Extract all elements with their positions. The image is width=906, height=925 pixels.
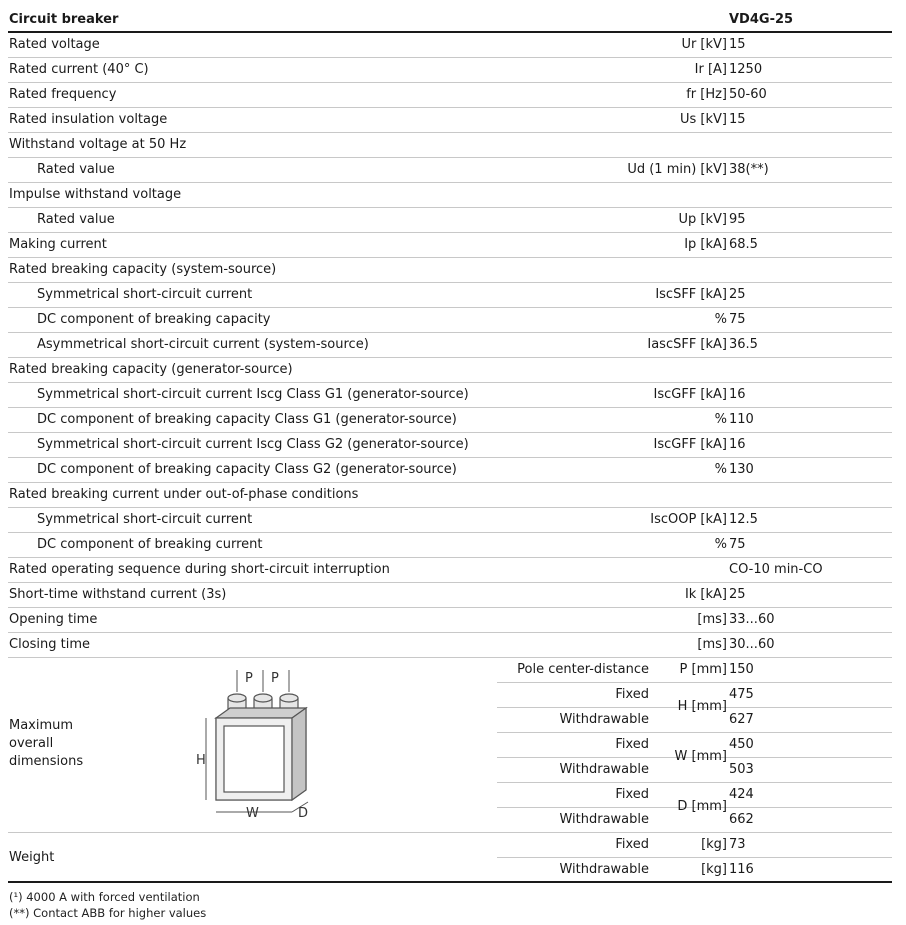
row-value: 75: [729, 537, 746, 552]
weight-withdrawable-label: Withdrawable: [559, 862, 649, 877]
row-symbol: IscGFF [kA]: [653, 387, 727, 402]
pole-distance-row: [497, 658, 892, 683]
row-label: Symmetrical short-circuit current Iscg Class G2 (generator-source): [37, 437, 469, 452]
table-header: [8, 8, 892, 33]
pole-distance-value: 150: [729, 662, 754, 677]
row-value: 25: [729, 587, 746, 602]
drawing-label-h: H: [196, 753, 206, 768]
drawing-label-p1: P: [245, 671, 253, 686]
table-row: [8, 58, 892, 83]
dimensions-label-line: dimensions: [9, 754, 84, 769]
drawing-label-w: W: [246, 806, 259, 821]
table-row: [8, 508, 892, 533]
row-value: 36.5: [729, 337, 758, 352]
drawing-label-p2: P: [271, 671, 279, 686]
table-row: [8, 533, 892, 558]
row-value: 12.5: [729, 512, 758, 527]
row-label: Withstand voltage at 50 Hz: [9, 137, 187, 152]
row-label: DC component of breaking capacity Class G2 (generator-source): [37, 462, 457, 477]
height-fixed-value: 475: [729, 687, 754, 702]
height-withdrawable-label: Withdrawable: [559, 712, 649, 727]
row-symbol: Ik [kA]: [684, 587, 727, 602]
row-symbol: IascSFF [kA]: [647, 337, 727, 352]
table-row: [8, 158, 892, 183]
row-value: 95: [729, 212, 746, 227]
row-value: 16: [729, 387, 746, 402]
row-label: Rated breaking capacity (system-source): [9, 262, 277, 277]
table-row: [8, 583, 892, 608]
table-row: [8, 608, 892, 633]
row-label: Rated operating sequence during short-circuit interruption: [9, 562, 390, 577]
breaker-dimension-drawing: [194, 662, 324, 822]
row-symbol: [ms]: [697, 612, 727, 627]
row-label: Symmetrical short-circuit current Iscg Class G1 (generator-source): [37, 387, 469, 402]
footnote: (¹) 4000 A with forced ventilation: [9, 890, 200, 904]
row-label: DC component of breaking capacity Class G1 (generator-source): [37, 412, 457, 427]
row-label: Rated voltage: [9, 37, 100, 52]
row-label: Rated frequency: [9, 87, 117, 102]
row-label: Rated value: [37, 162, 115, 177]
weight-withdrawable-row: [497, 858, 892, 883]
table-row: [8, 183, 892, 208]
table-row: [8, 258, 892, 283]
width-symbol: W [mm]: [674, 749, 727, 764]
table-row: [8, 83, 892, 108]
row-symbol: %: [714, 412, 727, 427]
row-value: 30...60: [729, 637, 775, 652]
row-label: Rated breaking capacity (generator-source): [9, 362, 293, 377]
row-value: CO-10 min-CO: [729, 562, 823, 577]
table-row: [8, 283, 892, 308]
row-value: 25: [729, 287, 746, 302]
dimensions-label-line: Maximum: [9, 718, 74, 733]
weight-withdrawable-symbol: [kg]: [701, 862, 727, 877]
row-value: 15: [729, 37, 746, 52]
row-symbol: Ip [kA]: [684, 237, 727, 252]
row-label: DC component of breaking current: [37, 537, 263, 552]
row-value: 1250: [729, 62, 763, 77]
table-row: [8, 383, 892, 408]
pole-distance-label: Pole center-distance: [517, 662, 649, 677]
table-row: [8, 558, 892, 583]
row-label: Symmetrical short-circuit current: [37, 512, 253, 527]
drawing-label-d: D: [298, 806, 309, 821]
row-label: Opening time: [9, 612, 98, 627]
depth-fixed-label: Fixed: [615, 787, 649, 802]
weight-label: Weight: [9, 850, 55, 865]
row-value: 15: [729, 112, 746, 127]
table-row: [8, 458, 892, 483]
row-label: Impulse withstand voltage: [9, 187, 182, 202]
width-withdrawable-label: Withdrawable: [559, 762, 649, 777]
height-fixed-label: Fixed: [615, 687, 649, 702]
footnote: (**) Contact ABB for higher values: [9, 906, 207, 920]
width-fixed-value: 450: [729, 737, 754, 752]
dimensions-section: [8, 658, 892, 833]
row-label: Rated value: [37, 212, 115, 227]
row-symbol: IscOOP [kA]: [650, 512, 727, 527]
weight-withdrawable-value: 116: [729, 862, 754, 877]
spec-rows: [8, 33, 892, 658]
weight-fixed-symbol: [kg]: [701, 837, 727, 852]
row-value: 33...60: [729, 612, 775, 627]
table-row: [8, 358, 892, 383]
dimensions-label-line: overall: [9, 736, 54, 751]
pole-distance-symbol: P [mm]: [679, 662, 727, 677]
row-symbol: [ms]: [697, 637, 727, 652]
header-model: VD4G-25: [729, 12, 794, 27]
height-withdrawable-value: 627: [729, 712, 754, 727]
dimensions-label: [9, 717, 129, 771]
depth-symbol: D [mm]: [677, 799, 727, 814]
row-label: Rated current (40° C): [9, 62, 149, 77]
footnotes: [9, 889, 206, 921]
weight-fixed-value: 73: [729, 837, 746, 852]
table-row: [8, 308, 892, 333]
row-value: 130: [729, 462, 754, 477]
row-value: 68.5: [729, 237, 758, 252]
row-symbol: Us [kV]: [680, 112, 727, 127]
row-symbol: IscGFF [kA]: [653, 437, 727, 452]
row-value: 50-60: [729, 87, 767, 102]
table-row: [8, 208, 892, 233]
table-row: [8, 108, 892, 133]
table-row: [8, 333, 892, 358]
table-row: [8, 233, 892, 258]
row-symbol: Ir [A]: [694, 62, 727, 77]
row-label: Rated insulation voltage: [9, 112, 168, 127]
width-withdrawable-value: 503: [729, 762, 754, 777]
depth-fixed-value: 424: [729, 787, 754, 802]
row-label: Asymmetrical short-circuit current (system-source): [37, 337, 369, 352]
table-row: [8, 633, 892, 658]
height-symbol: H [mm]: [677, 699, 727, 714]
row-label: Short-time withstand current (3s): [9, 587, 227, 602]
row-symbol: fr [Hz]: [686, 87, 727, 102]
table-row: [8, 433, 892, 458]
row-value: 110: [729, 412, 754, 427]
depth-withdrawable-value: 662: [729, 812, 754, 827]
table-row: [8, 33, 892, 58]
row-label: DC component of breaking capacity: [37, 312, 271, 327]
width-fixed-label: Fixed: [615, 737, 649, 752]
row-label: Symmetrical short-circuit current: [37, 287, 253, 302]
row-value: 16: [729, 437, 746, 452]
row-value: 38(**): [729, 162, 769, 177]
row-symbol: Ur [kV]: [681, 37, 727, 52]
row-label: Rated breaking current under out-of-phase conditions: [9, 487, 359, 502]
row-label: Closing time: [9, 637, 91, 652]
table-row: [8, 483, 892, 508]
weight-fixed-label: Fixed: [615, 837, 649, 852]
row-label: Making current: [9, 237, 107, 252]
depth-withdrawable-label: Withdrawable: [559, 812, 649, 827]
header-title: Circuit breaker: [9, 12, 119, 27]
row-value: 75: [729, 312, 746, 327]
row-symbol: IscSFF [kA]: [655, 287, 727, 302]
row-symbol: %: [714, 312, 727, 327]
row-symbol: %: [714, 462, 727, 477]
weight-fixed-row: [497, 833, 892, 858]
row-symbol: Up [kV]: [678, 212, 727, 227]
row-symbol: %: [714, 537, 727, 552]
weight-section: [8, 833, 892, 883]
spec-table: [8, 8, 892, 883]
row-symbol: Ud (1 min) [kV]: [627, 162, 727, 177]
table-row: [8, 408, 892, 433]
table-row: [8, 133, 892, 158]
